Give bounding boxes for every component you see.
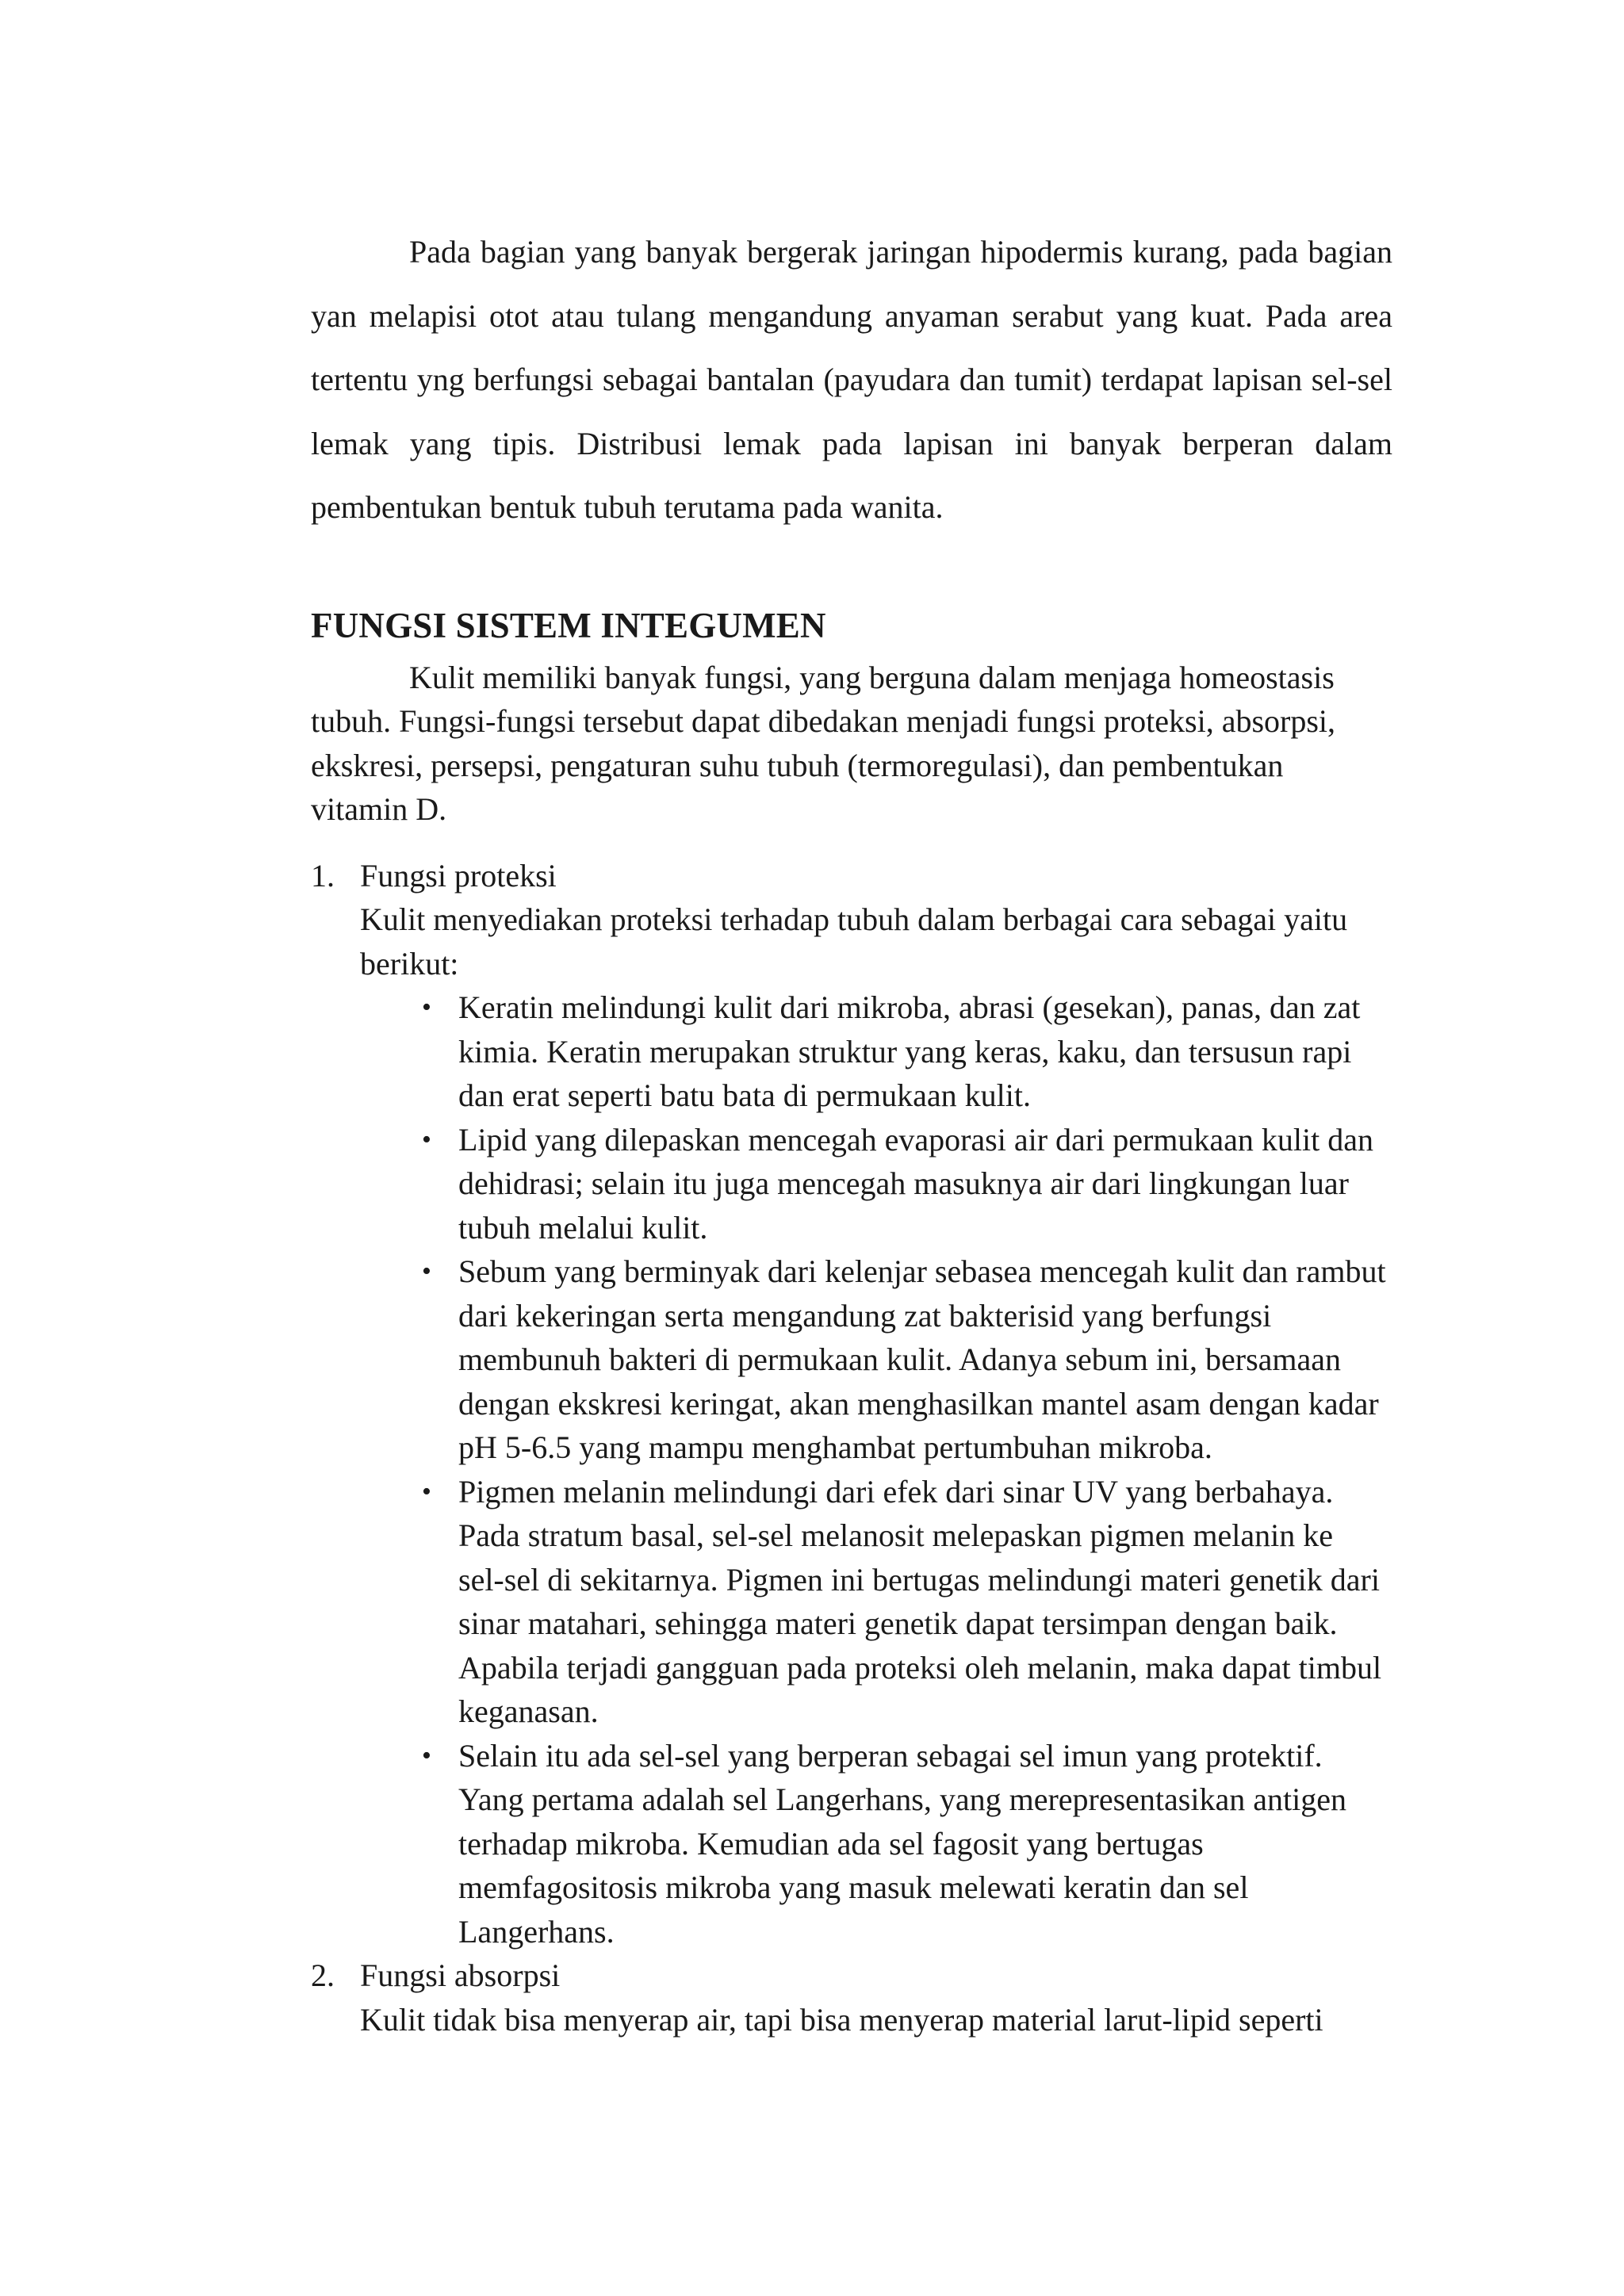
- bullet-text: Lipid yang dilepaskan mencegah evaporasi air dari permukaan kulit dan dehidrasi; selain itu juga mencegah masuknya air dari lingkungan luar tubuh melalui kulit.: [458, 1121, 1374, 1246]
- page-content: [311, 220, 1392, 2042]
- section-paragraph: Kulit memiliki banyak fungsi, yang berguna dalam menjaga homeostasis tubuh. Fungsi-fungsi tersebut dapat dibedakan menjadi fungsi proteksi, absorpsi, ekskresi, persepsi, pengaturan suhu tubuh (termoregulasi), dan pembentukan vitamin D.: [311, 659, 1336, 827]
- bullet-icon: •: [422, 1476, 431, 1506]
- bullet-icon: •: [422, 993, 431, 1022]
- bullet-list: [360, 985, 1392, 1954]
- bullet-item: [422, 1470, 1386, 1734]
- bullet-text: Sebum yang berminyak dari kelenjar sebasea mencegah kulit dan rambut dari kekeringan serta mengandung zat bakterisid yang berfungsi membunuh bakteri di permukaan kulit. Adanya sebum ini, bersamaan dengan ekskresi keringat, akan menghasilkan mantel asam dengan kadar pH 5-6.5 yang mampu menghambat pertumbuhan mikroba.: [458, 1253, 1386, 1465]
- function-title: Fungsi proteksi: [360, 857, 557, 894]
- bullet-icon: •: [422, 1740, 431, 1770]
- function-description: Kulit tidak bisa menyerap air, tapi bisa menyerap material larut-lipid seperti: [360, 2001, 1323, 2038]
- bullet-icon: •: [422, 1257, 431, 1286]
- bullet-item: [422, 1734, 1386, 1954]
- bullet-item: [422, 985, 1386, 1118]
- function-item-absorpsi: [311, 1954, 1392, 2042]
- bullet-text: Keratin melindungi kulit dari mikroba, abrasi (gesekan), panas, dan zat kimia. Keratin merupakan struktur yang keras, kaku, dan tersusun rapi dan erat seperti batu bata di permukaan kulit.: [458, 989, 1361, 1113]
- bullet-item: [422, 1249, 1386, 1470]
- function-title: Fungsi absorpsi: [360, 1957, 561, 1993]
- section-heading: FUNGSI SISTEM INTEGUMEN: [311, 605, 826, 645]
- intro-paragraph: Pada bagian yang banyak bergerak jaringan hipodermis kurang, pada bagian yan melapisi otot atau tulang mengandung anyaman serabut yang kuat. Pada area tertentu yng berfungsi sebagai bantalan (payudara dan tumit) terdapat lapisan sel-sel lemak yang tipis. Distribusi lemak pada lapisan ini banyak berperan dalam pembentukan bentuk tubuh terutama pada wanita.: [311, 234, 1392, 525]
- list-number: 2.: [311, 1957, 335, 1993]
- function-description: Kulit menyediakan proteksi terhadap tubuh dalam berbagai cara sebagai yaitu berikut:: [360, 901, 1348, 982]
- function-item-proteksi: [311, 854, 1392, 1954]
- function-list: [311, 854, 1392, 2042]
- bullet-item: [422, 1118, 1386, 1250]
- bullet-icon: •: [422, 1124, 431, 1154]
- list-number: 1.: [311, 857, 335, 894]
- bullet-text: Pigmen melanin melindungi dari efek dari sinar UV yang berbahaya. Pada stratum basal, sel-sel melanosit melepaskan pigmen melanin ke sel-sel di sekitarnya. Pigmen ini bertugas melindungi materi genetik dari sinar matahari, sehingga materi genetik dapat tersimpan dengan baik. Apabila terjadi gangguan pada proteksi oleh melanin, maka dapat timbul keganasan.: [458, 1473, 1382, 1729]
- bullet-text: Selain itu ada sel-sel yang berperan sebagai sel imun yang protektif. Yang pertama adalah sel Langerhans, yang merepresentasikan antigen terhadap mikroba. Kemudian ada sel fagosit yang bertugas memfagositosis mikroba yang masuk melewati keratin dan sel Langerhans.: [458, 1737, 1346, 1950]
